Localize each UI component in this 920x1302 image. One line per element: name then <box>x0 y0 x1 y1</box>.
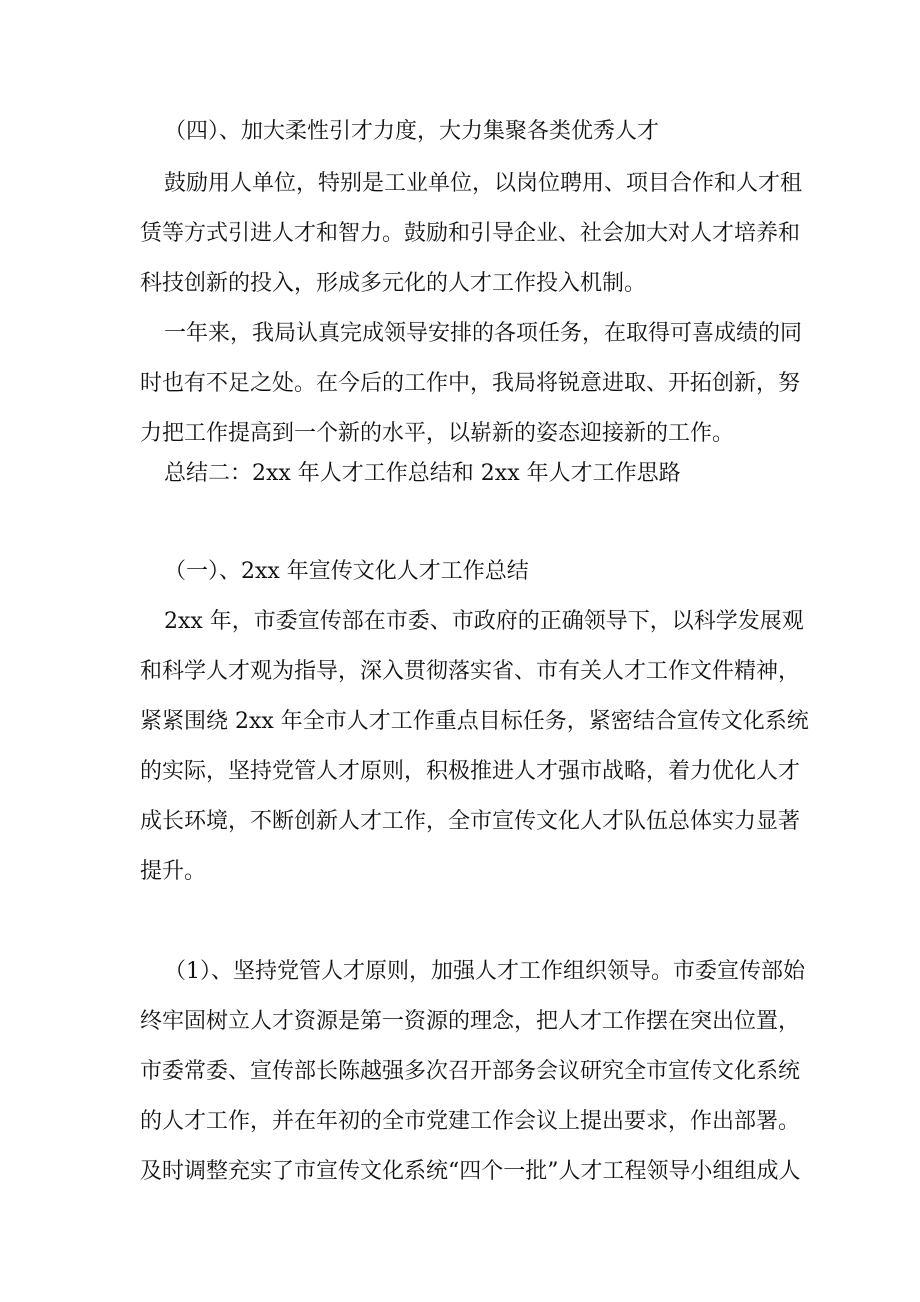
subsection-heading-1: （1）、坚持党管人才原则，加强人才工作组织领导。市委宣传部始 <box>164 959 805 984</box>
paragraph-line: 及时调整充实了市宣传文化系统“四个一批”人才工程领导小组组成人 <box>140 1159 801 1184</box>
paragraph-line: 2xx 年，市委宣传部在市委、市政府的正确领导下，以科学发展观 <box>164 609 804 634</box>
section-heading-one: （一）、2xx 年宣传文化人才工作总结 <box>164 559 529 584</box>
paragraph-line: 和科学人才观为指导，深入贯彻落实省、市有关人才工作文件精神， <box>140 659 801 684</box>
paragraph-line: 提升。 <box>140 859 207 884</box>
paragraph-line: 时也有不足之处。在今后的工作中，我局将锐意进取、开拓创新，努 <box>140 371 801 396</box>
paragraph-line: 一年来，我局认真完成领导安排的各项任务，在取得可喜成绩的同 <box>164 321 803 346</box>
paragraph-line: 终牢固树立人才资源是第一资源的理念，把人才工作摆在突出位置， <box>140 1009 801 1034</box>
section-heading-four: （四）、加大柔性引才力度，大力集聚各类优秀人才 <box>164 119 660 144</box>
paragraph-line: 科技创新的投入，形成多元化的人才工作投入机制。 <box>140 271 647 296</box>
summary-two-title: 总结二：2xx 年人才工作总结和 2xx 年人才工作思路 <box>164 461 681 486</box>
paragraph-line: 的人才工作，并在年初的全市党建工作会议上提出要求，作出部署。 <box>140 1109 801 1134</box>
paragraph-line: 成长环境，不断创新人才工作，全市宣传文化人才队伍总体实力显著 <box>140 809 801 834</box>
paragraph-line: 的实际，坚持党管人才原则，积极推进人才强市战略，着力优化人才 <box>140 759 801 784</box>
document-body <box>140 0 809 1184</box>
paragraph-line: 紧紧围绕 2xx 年全市人才工作重点目标任务，紧密结合宣传文化系统 <box>140 709 809 734</box>
paragraph-line: 鼓励用人单位，特别是工业单位，以岗位聘用、项目合作和人才租 <box>164 171 803 196</box>
paragraph-line: 赁等方式引进人才和智力。鼓励和引导企业、社会加大对人才培养和 <box>140 221 801 246</box>
paragraph-line: 市委常委、宣传部长陈越强多次召开部务会议研究全市宣传文化系统 <box>140 1059 801 1084</box>
paragraph-line: 力把工作提高到一个新的水平，以崭新的姿态迎接新的工作。 <box>140 421 735 446</box>
